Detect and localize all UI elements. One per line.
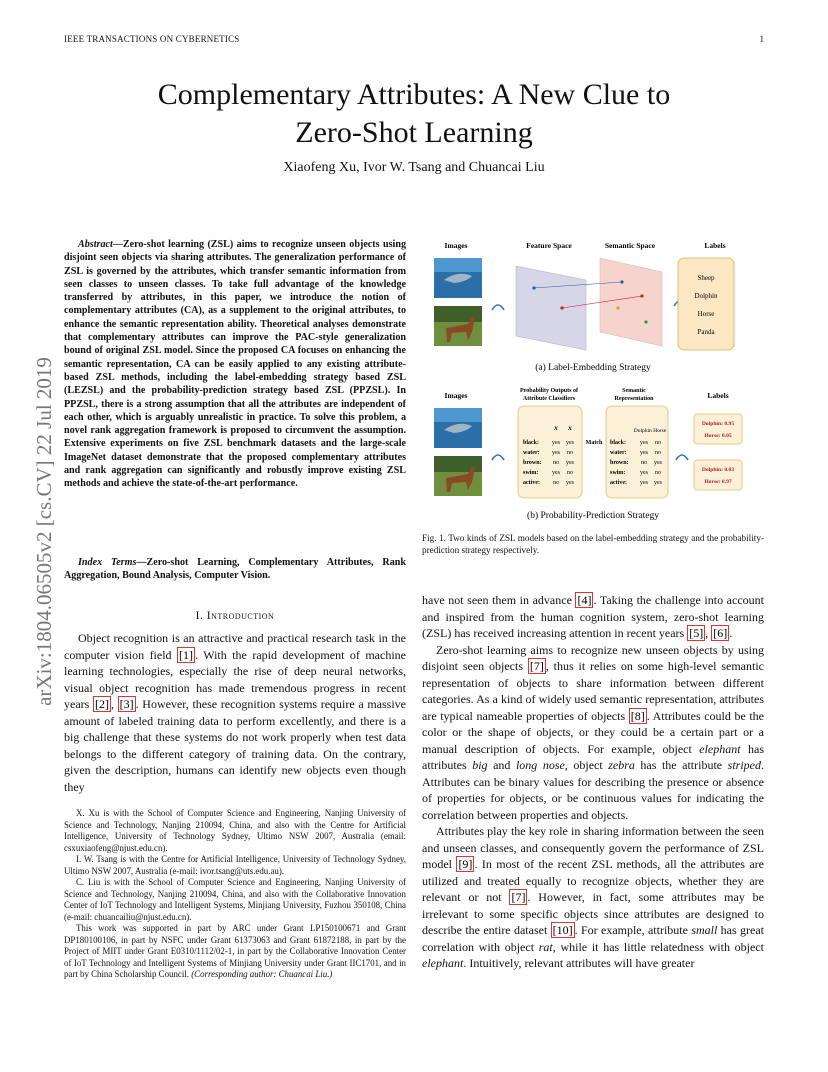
fig-b-cell: swim: [523, 470, 539, 476]
citation-link[interactable]: [4] [577, 593, 592, 607]
footnote: X. Xu is with the School of Computer Science and Engineering, Nanjing University of Science and Technology, Nanjing 210094, China, and also with the Centre for Artificial Intelligence, University of Technology Sydney, Ultimo NSW 2007, Australia (email: csxuxiaofeng@njust.edu.cn). [64, 808, 406, 853]
page-number: 1 [759, 34, 764, 44]
horse-photo [434, 456, 482, 496]
intro-left-column [64, 630, 406, 795]
fig-b-cell: yes [566, 480, 574, 486]
fig-b-xj: x [568, 424, 572, 432]
figure-caption: Fig. 1. Two kinds of ZSL models based on the label-embedding strategy and the probability-prediction strategy respectively. [422, 533, 764, 555]
fig-b-col-prob: Probability Outputs of [520, 388, 578, 394]
fig-b-cell: water: [610, 450, 627, 456]
figure-1-graphic [422, 236, 764, 526]
authors: Xiaofeng Xu, Ivor W. Tsang and Chuancai Liu [283, 160, 545, 175]
fig-b-cell: yes [640, 470, 648, 476]
fig-b-match: Match [585, 440, 603, 446]
running-header: IEEE TRANSACTIONS ON CYBERNETICS [64, 34, 240, 44]
citation-link[interactable]: [2] [94, 697, 109, 711]
abstract: Abstract—Zero-shot learning (ZSL) aims to recognize unseen objects using disjoint seen objects via sharing attributes. The generalization performance of ZSL is governed by the attributes, which transfer semantic information from seen classes to unseen classes. To take full advantage of the knowledge transferred by attributes, in this paper, we introduce the notion of complementary attributes (CA), as a supplement to the original attributes, to enhance the semantic representation ability. Theoretical analyses demonstrate that complementary attributes can improve the PAC-style generalization bound of original ZSL model. Since the proposed CA focuses on enhancing the semantic representation, CA can be easily applied to any existing attribute-based ZSL methods, including the label-embedding strategy based ZSL (LEZSL) and the probability-prediction strategy based ZSL (PPZSL). In PPZSL, there is a strong assumption that all the attributes are independent of each other, which is arguably unrealistic in practice. To solve this problem, a novel rank aggregation framework is proposed to circumvent the assumption. Extensive experiments on five ZSL benchmark datasets and the large-scale ImageNet dataset demonstrate that the proposed complementary attributes and rank aggregation can significantly and robustly improve existing ZSL methods and achieve the state-of-the-art performance. [64, 239, 406, 490]
fig-b-cell: yes [654, 480, 662, 486]
fig-b-caption: (b) Probability-Prediction Strategy [527, 511, 659, 521]
footnote: I. W. Tsang is with the Centre for Artificial Intelligence, University of Technology Sydney, Ultimo NSW 2007, Australia (e-mail: ivor.tsang@uts.edu.au). [64, 854, 406, 876]
abstract-label: Abstract [78, 239, 113, 250]
fig-b-cell: yes [640, 480, 648, 486]
fig-b-col-sem: Representation [614, 396, 654, 402]
fig-b-cell: no [641, 460, 647, 466]
fig-b-cell: no [553, 460, 559, 466]
citation-link[interactable]: [10] [552, 923, 573, 937]
fig-b-sem-head: Dolphin Horse [633, 428, 667, 434]
fig-b-cell: brown: [610, 460, 629, 466]
fig-b-cell: yes [552, 450, 560, 456]
footnote: This work was supported in part by ARC under Grant LP150100671 and Grant DP180100106, in part by NSFC under Grant 61373063 and Grant 61872188, in part by the Project of MIIT under Grant E0310/1112/02-1, in part by the Collaborative Innovation Center of IoT Technology and Intelligent Systems of Minjiang University under Grant IIC1701, and in part by China Scholarship Council. (Corresponding author: Chuancai Liu.) [64, 923, 406, 979]
fig-b-cell: active: [523, 480, 540, 486]
index-terms-label: Index Terms [78, 557, 137, 568]
fig-b-xi: x [554, 424, 558, 432]
fig-a-col-semantic: Semantic Space [604, 241, 656, 250]
fig-b-cell: yes [640, 450, 648, 456]
citation-link[interactable]: [7] [511, 890, 526, 904]
citation-link[interactable]: [6] [713, 626, 728, 640]
section-heading: I. Introduction [195, 610, 275, 622]
fig-b-output: Dolphin: 0.95 [701, 421, 735, 427]
fig-a-col-images: Images [444, 241, 468, 250]
footnotes [64, 808, 406, 981]
fig-b-col-sem: Semantic [622, 388, 646, 394]
paper-title: Complementary Attributes: A New Clue to Zero-Shot Learning [157, 78, 671, 149]
fig-a-label: Horse [697, 310, 715, 318]
fig-b-cell: swim: [610, 470, 626, 476]
paragraph: Object recognition is an attractive and practical research task in the computer vision field [1] . With the rapid development of machine learning technologies, especially the rise of deep neural networks, visual object recognition has made tremendous progress in recent years [2] , [3] . However, these recognition systems require a massive amount of labeled training data to perform excellently, and there is a big challenge that these systems do not work properly when test data belongs to the different category of training data. On the contrary, given the description, humans can identify new objects even though they [64, 631, 406, 794]
citation-link[interactable]: [9] [458, 857, 473, 871]
fig-b-cell: yes [552, 440, 560, 446]
fig-b-output-box [694, 460, 742, 490]
fig-b-cell: black: [610, 440, 627, 446]
fig-b-cell: no [567, 470, 573, 476]
fig-a-label: Sheep [697, 274, 715, 282]
fig-b-cell: no [567, 450, 573, 456]
paragraph: Zero-shot learning aims to recognize new unseen objects by using disjoint seen objects [7] , thus it relies on some high-level semantic representation of objects to share information between different categories. As a kind of widely used semantic representation, attributes are typical nameable properties of objects [8] . Attributes could be the color or the shape of objects, or they could be a certain part or a manual description of objects. For example, object elephant has attributes big and long nose, object zebra has the attribute striped. Attributes can be binary values for describing the presence or absence of properties for objects, or be continuous values for indicating the correlation between properties and objects. [422, 642, 765, 822]
paragraph: have not seen them in advance [4] . Taking the challenge into account and inspired from the human cognition system, zero-shot learning (ZSL) has received increasing attention in recent years [5] , [6] . [422, 593, 764, 640]
fig-a-caption: (a) Label-Embedding Strategy [535, 363, 651, 373]
fig-a-label: Panda [697, 328, 715, 336]
fig-b-cell: yes [566, 460, 574, 466]
fig-b-cell: no [553, 480, 559, 486]
fig-b-output: Horse: 0.97 [704, 479, 732, 485]
citation-link[interactable]: [1] [179, 647, 194, 662]
fig-b-cell: no [655, 450, 661, 456]
fig-b-cell: yes [566, 440, 574, 446]
fig-b-cell: active: [610, 480, 627, 486]
dolphin-photo [434, 258, 482, 298]
fig-b-cell: brown: [523, 460, 542, 466]
fig-a-col-labels: Labels [704, 241, 726, 250]
citation-link[interactable]: [8] [630, 708, 645, 723]
dolphin-photo [434, 408, 482, 448]
fig-b-output: Dolphin: 0.03 [701, 467, 735, 473]
fig-a-label: Dolphin [694, 292, 718, 300]
figure-1 [422, 236, 764, 526]
fig-b-cell: yes [640, 440, 648, 446]
index-terms: Index Terms—Zero-shot Learning, Complementary Attributes, Rank Aggregation, Bound Analysis, Computer Vision. [64, 557, 406, 582]
fig-b-output-box [694, 414, 742, 444]
fig-a-labels-box [678, 258, 734, 350]
fig-b-cell: yes [552, 470, 560, 476]
horse-photo [434, 306, 482, 346]
citation-link[interactable]: [3] [119, 697, 134, 711]
arxiv-stamp: arXiv:1804.06505v2 [cs.CV] 22 Jul 2019 [31, 356, 56, 706]
fig-b-col-prob: Attribute Classifiers [522, 396, 576, 402]
fig-b-cell: yes [654, 460, 662, 466]
fig-b-col-labels: Labels [707, 391, 729, 400]
citation-link[interactable]: [5] [689, 626, 704, 640]
fig-b-output: Horse: 0.05 [704, 433, 732, 439]
citation-link[interactable]: [7] [529, 659, 544, 673]
fig-a-col-feature: Feature Space [526, 241, 572, 250]
fig-b-cell: water: [523, 450, 540, 456]
intro-right-column [422, 592, 764, 972]
fig-b-cell: no [655, 470, 661, 476]
paragraph: Attributes play the key role in sharing information between the seen and unseen classes, and consequently govern the performance of ZSL model [9] . In most of the recent ZSL methods, all the attributes are utilized and treated equally to recognize objects, whether they are relevant or not [7] . However, in fact, some attributes may be irrelevant to some specific objects since attributes are designed to describe the entire dataset [10] . For example, attribute small has great correlation with object rat, while it has little relatedness with object elephant. Intuitively, relevant attributes will have greater [422, 824, 765, 970]
fig-b-cell: black: [523, 440, 540, 446]
fig-b-col-images: Images [444, 391, 468, 400]
footnote: C. Liu is with the School of Computer Science and Engineering, Nanjing University of Science and Technology, Nanjing 210094, China, and also with the Collaborative Innovation Center of IoT Technology and Intelligent Systems, Minjiang University, Fuzhou 350108, China (e-mail: chuancailiu@njust.edu.cn). [64, 877, 406, 922]
fig-b-cell: no [655, 440, 661, 446]
